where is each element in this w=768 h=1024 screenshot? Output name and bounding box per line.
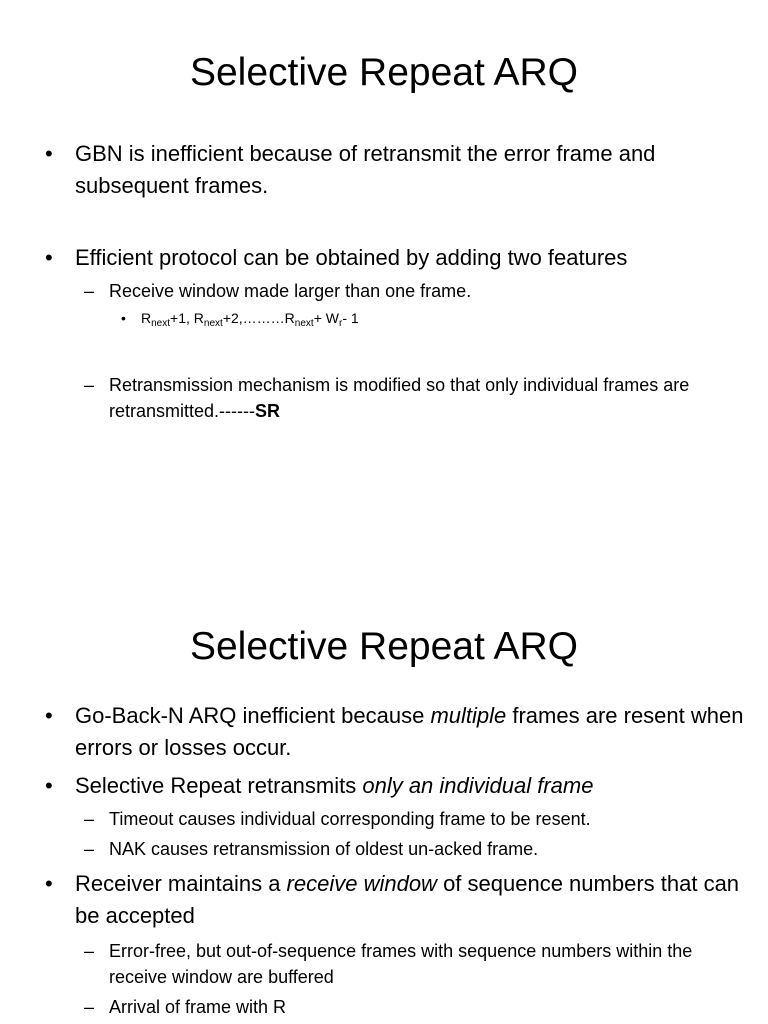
slide-1-formula xyxy=(141,308,768,328)
slide-2-bullet-selective-repeat xyxy=(75,770,744,802)
retransmission-text: Retransmission mechanism is modified so that only individual frames are retransmitted.------ xyxy=(109,375,690,421)
formula-text: +2,……… xyxy=(222,310,285,326)
formula-r: R xyxy=(284,310,295,326)
formula-sub-next: next xyxy=(151,318,171,329)
formula-sub-r: r xyxy=(338,318,343,329)
slide-2-sub-arrival: – Arrival of frame with R xyxy=(109,994,738,1020)
slide-2-sub-buffered: – Error-free, but out-of-sequence frames with sequence numbers within the receive window are buffered xyxy=(109,938,738,990)
bullet-emphasis: receive window xyxy=(286,871,437,896)
slide-1-sub-retransmission xyxy=(109,372,738,424)
slide-2-bullet-receiver-window xyxy=(75,868,744,932)
bullet-emphasis: only an individual frame xyxy=(362,773,594,798)
slide-1-bullet-efficient-protocol: • Efficient protocol can be obtained by adding two features xyxy=(75,242,744,274)
formula-text: +1, xyxy=(170,310,194,326)
bullet-text: Receiver maintains a xyxy=(75,871,287,896)
formula-r: R xyxy=(193,310,204,326)
slide-2-body xyxy=(0,700,768,1020)
bullet-text: frames are resent when errors or losses occur. xyxy=(75,703,744,760)
bullet-text: Go-Back-N ARQ inefficient because xyxy=(75,703,431,728)
formula-text: - 1 xyxy=(342,310,359,326)
slide-2 xyxy=(0,576,768,1024)
slide-2-bullet-gbn-inefficient xyxy=(75,700,744,764)
sr-label: SR xyxy=(255,401,281,421)
slide-1-sub-receive-window: – Receive window made larger than one frame. xyxy=(109,278,738,304)
bullet-text: Selective Repeat retransmits xyxy=(75,773,363,798)
slide-1-bullet-gbn-inefficient: • GBN is inefficient because of retransmit the error frame and subsequent frames. xyxy=(75,138,744,202)
bullet-text: of sequence numbers that can be accepted xyxy=(75,871,740,928)
bullet-emphasis: multiple xyxy=(430,703,507,728)
slide-1-title: Selective Repeat ARQ xyxy=(189,51,579,94)
slide-2-sub-timeout: – Timeout causes individual corresponding frame to be resent. xyxy=(109,806,738,832)
formula-sub-next: next xyxy=(203,318,223,329)
formula-text: + W xyxy=(313,310,339,326)
formula-r: R xyxy=(141,310,152,326)
slide-1-body xyxy=(0,138,768,424)
slide-2-sub-nak: – NAK causes retransmission of oldest un-acked frame. xyxy=(109,836,738,862)
slide-2-title: Selective Repeat ARQ xyxy=(189,625,579,668)
formula-sub-next: next xyxy=(294,318,314,329)
